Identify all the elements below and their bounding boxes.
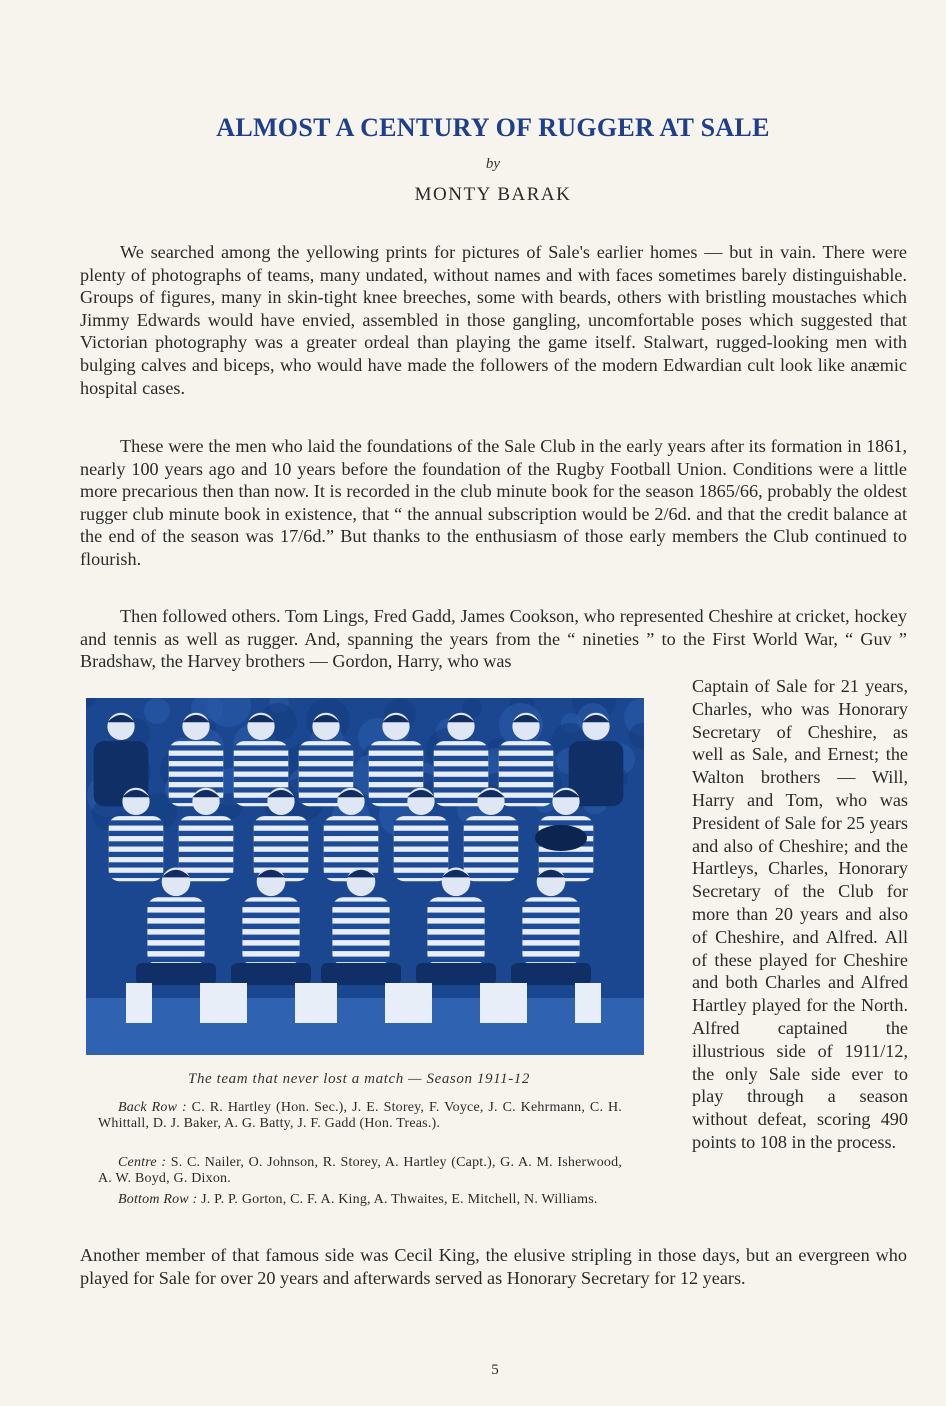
shorts-shape [231,963,311,985]
team-photo-illustration [86,698,644,1055]
caption-bottom-row [98,1192,622,1208]
paragraph-1: We searched among the yellowing prints for pictures of Sale's earlier homes — but in vain. There were plenty of photographs of teams, many undated, without names and with faces sometimes barely distinguishable. Groups of figures, many in skin-tight knee breeches, some with beards, others with bristling moustaches which Jimmy Edwards would have envied, assembled in those gangling, uncomfortable poses which suggested that Victorian photography was a greater ordeal than playing the game itself. Stalwart, rugged-looking men with bulging calves and biceps, who would have made the followers of the modern Edwardian cult look like anæmic hospital cases. [80,242,907,398]
side-column-text: Captain of Sale for 21 years, Charles, who was Honorary Secretary of Cheshire, as well as Sale, and Ernest; the Walton brothers — Will, Harry and Tom, who was President of Sale for 25 years and also of Cheshire; and the Hartleys, Charles, Honorary Secretary of the Club for more than 20 years and also of Cheshire, and Alfred. All of these played for Cheshire and both Charles and Alfred Hartley played for the North. Alfred captained the illustrious side of 1911/12, the only Sale side ever to play through a season without defeat, scoring 490 points to 108 in the process. [692,676,908,1152]
leg-shape [221,983,247,1023]
leg-shape [501,983,527,1023]
row-names: S. C. Nailer, O. Johnson, R. Storey, A. Hartley (Capt.), G. A. M. Isherwood, A. W. Boyd, G. Dixon. [98,1155,622,1186]
leg-shape [406,983,432,1023]
photo-caption: The team that never lost a match — Season 1911-12 [188,1071,530,1087]
row-label: Back Row : [118,1100,187,1115]
row-names: C. R. Hartley (Hon. Sec.), J. E. Storey, F. Voyce, J. C. Kehrmann, C. H. Whittall, D. J. Baker, A. G. Batty, J. F. Gadd (Hon. Treas.). [98,1100,622,1131]
shorts-shape [511,963,591,985]
article-title: ALMOST A CENTURY OF RUGGER AT SALE [216,113,770,142]
paragraph-2: These were the men who laid the foundations of the Sale Club in the early years after its formation in 1861, nearly 100 years ago and 10 years before the foundation of the Rugby Football Union. Conditions were a little more precarious then than now. It is recorded in the club minute book for the season 1865/66, probably the oldest rugger club minute book in existence, that “ the annual subscription would be 2/6d. and that the credit balance at the end of the season was 17/6d.” But thanks to the enthusiasm of those early members the Club continued to flourish. [80,436,907,569]
shorts-shape [321,963,401,985]
team-photograph [86,698,644,1055]
leg-shape [126,983,152,1023]
paragraph-3: Then followed others. Tom Lings, Fred Gadd, James Cookson, who represented Cheshire at cricket, hockey and tennis as well as rugger. And, spanning the years from the “ nineties ” to the First World War, “ Guv ” Bradshaw, the Harvey brothers — Gordon, Harry, who was [80,606,907,672]
row-label: Centre : [118,1155,167,1170]
leg-shape [311,983,337,1023]
author-name: MONTY BARAK [414,184,572,205]
page-number: 5 [491,1362,499,1378]
row-label: Bottom Row : [118,1192,198,1207]
row-names: J. P. P. Gorton, C. F. A. King, A. Thwaites, E. Mitchell, N. Williams. [201,1192,598,1207]
shorts-shape [136,963,216,985]
closing-paragraph: Another member of that famous side was Cecil King, the elusive stripling in those days, but an evergreen who played for Sale for over 20 years and afterwards served as Honorary Secretary for 12 years. [80,1245,907,1288]
rugby-ball-icon [535,825,587,851]
byline: by [485,156,501,172]
caption-centre-row [98,1155,622,1186]
leg-shape [575,983,601,1023]
caption-back-row [98,1100,622,1131]
shorts-shape [416,963,496,985]
